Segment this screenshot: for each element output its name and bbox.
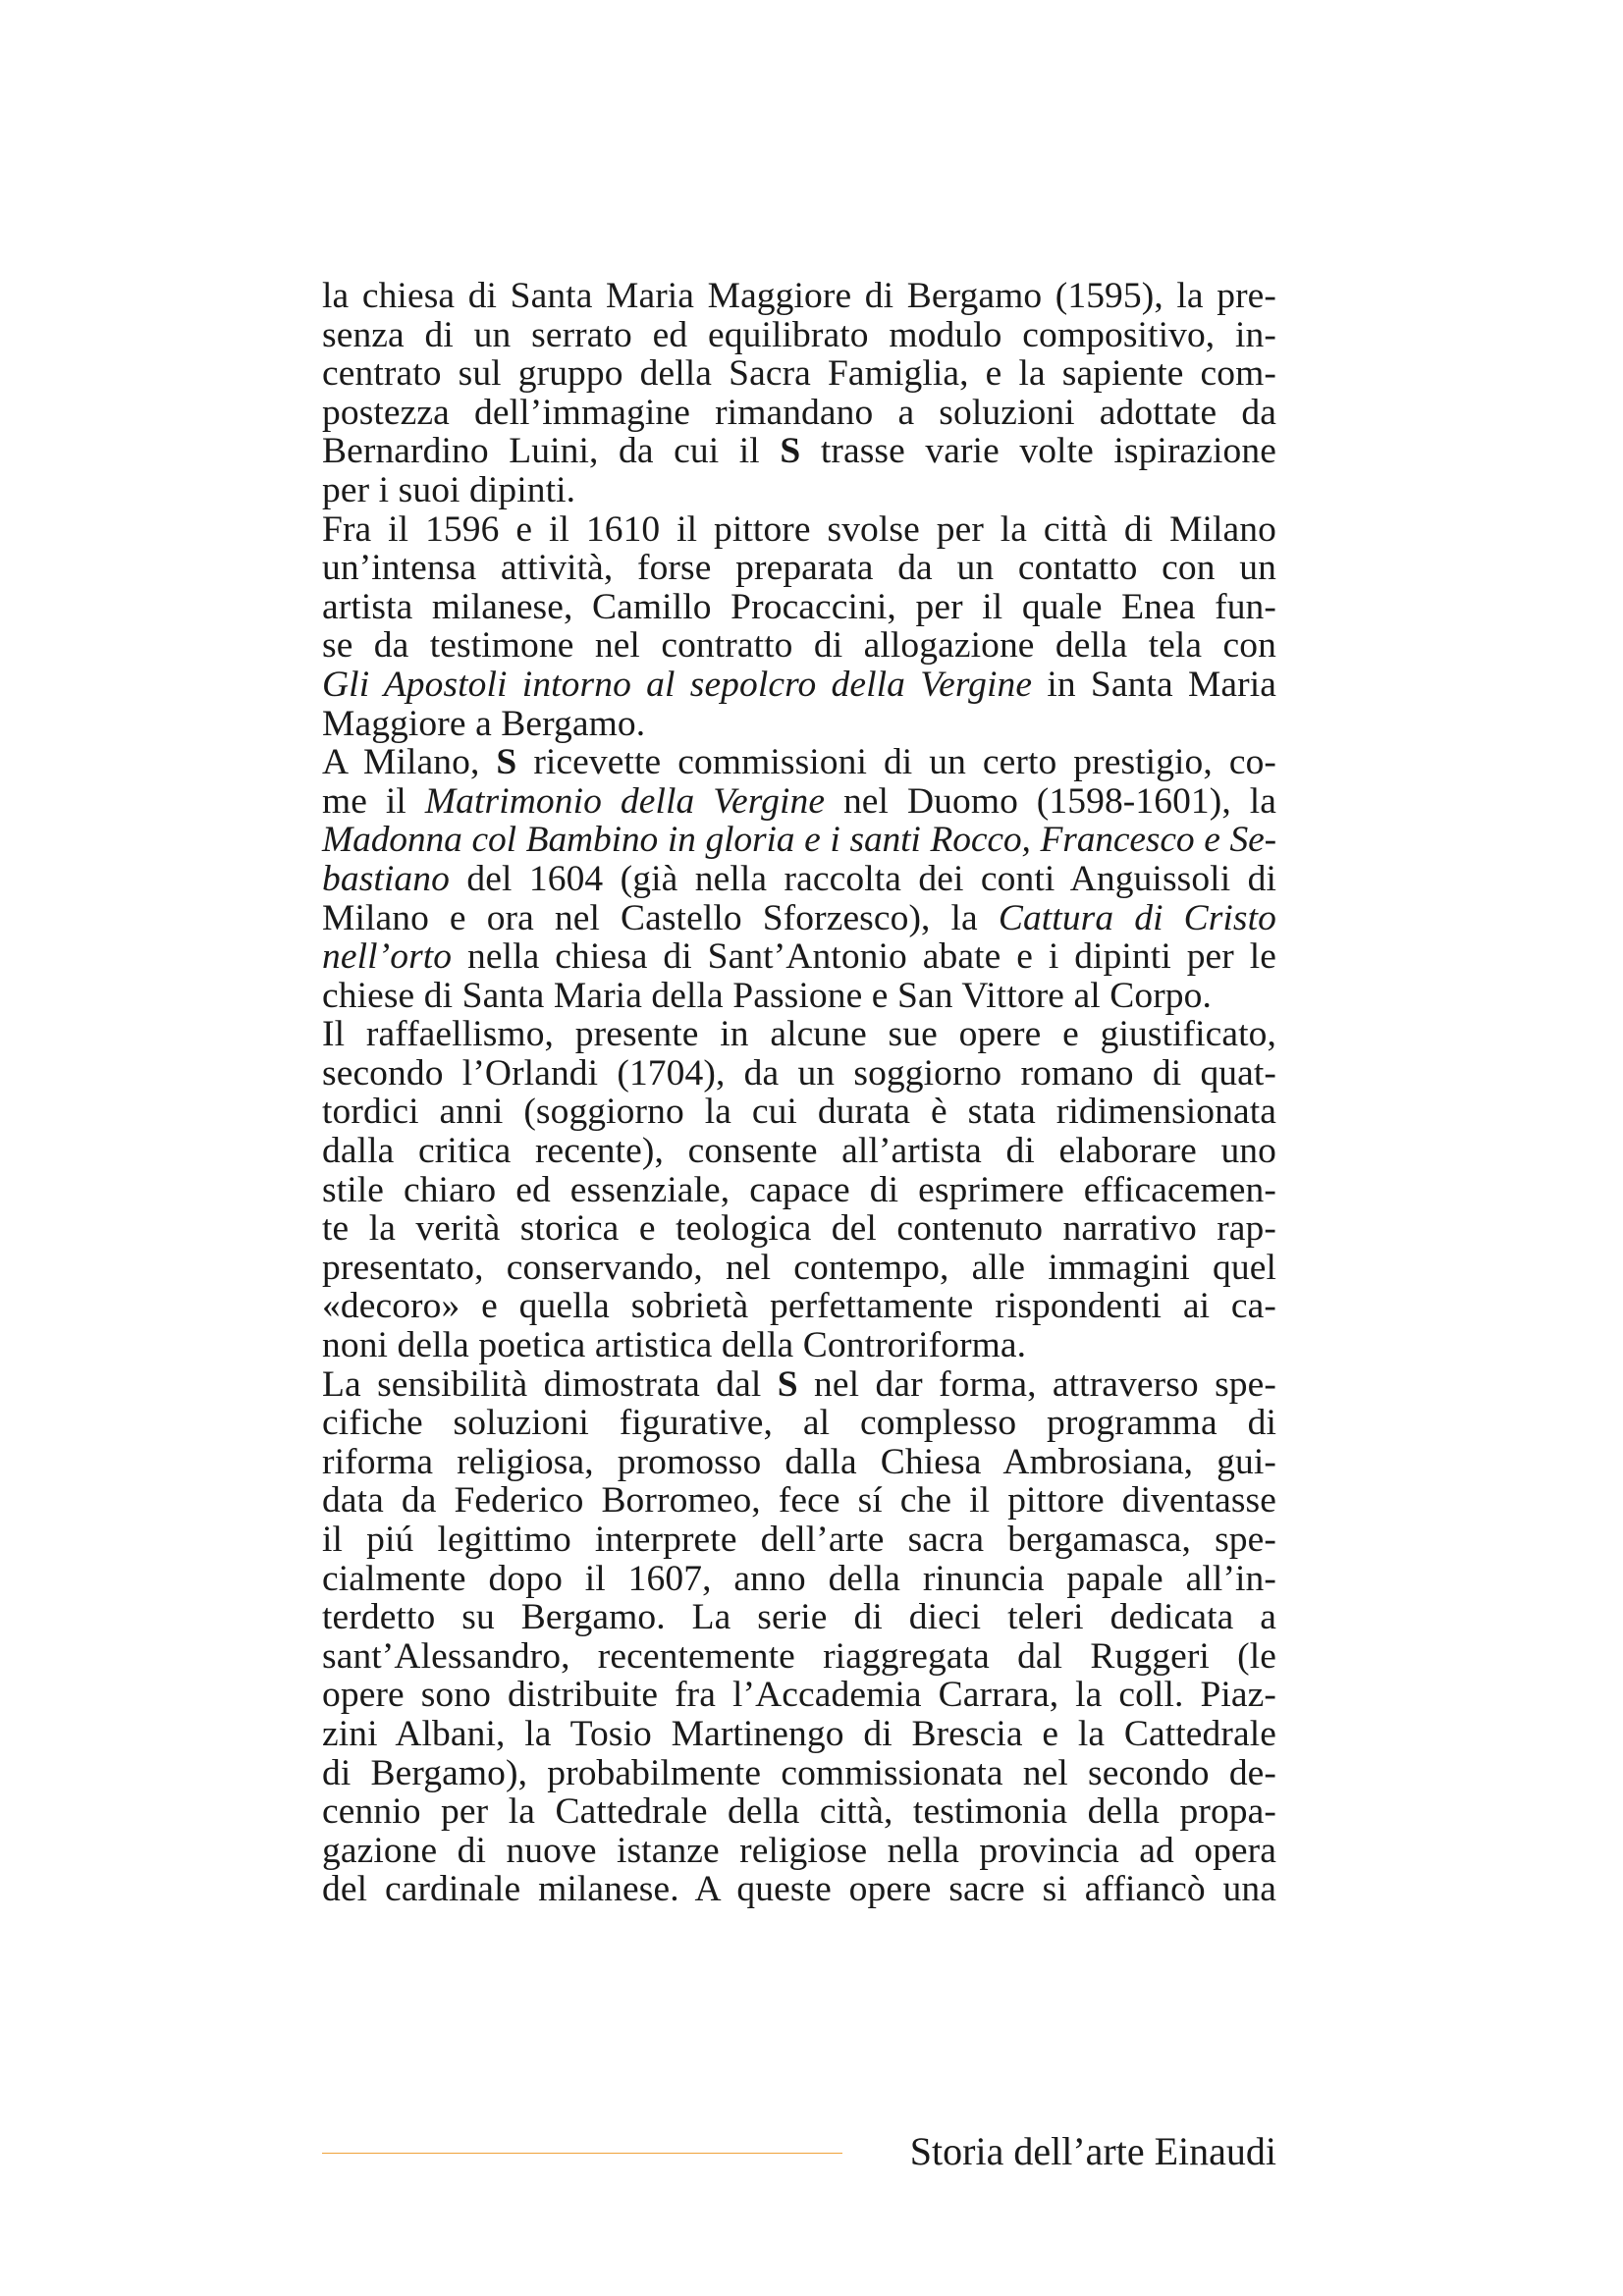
text-line	[322, 899, 1276, 938]
text-segment: cialmente dopo il 1607, anno della rinuncia papale all’in-	[322, 1558, 1276, 1599]
text-line	[322, 1715, 1276, 1754]
text-line	[322, 1560, 1276, 1599]
text-segment: del cardinale milanese. A queste opere sacre si affiancò una	[322, 1869, 1276, 1910]
text-line	[322, 1832, 1276, 1871]
text-line	[322, 471, 1276, 510]
text-line	[322, 937, 1276, 977]
text-segment: Fra il 1596 e il 1610 il pittore svolse per la città di Milano	[322, 508, 1276, 550]
text-line	[322, 316, 1276, 355]
text-line	[322, 1249, 1276, 1288]
text-line	[322, 626, 1276, 666]
text-line	[322, 1015, 1276, 1054]
text-segment: del 1604 (già nella raccolta dei conti Anguissoli di	[449, 858, 1276, 899]
text-line	[322, 1054, 1276, 1094]
italic-title: nell’orto	[322, 936, 453, 978]
text-line	[322, 354, 1276, 394]
text-line	[322, 1598, 1276, 1637]
italic-title: Cattura di Cristo	[998, 897, 1276, 938]
text-line	[322, 588, 1276, 627]
italic-title: Gli Apostoli intorno al sepolcro della Vergine	[322, 664, 1033, 705]
text-segment: riforma religiosa, promosso dalla Chiesa Ambrosiana, gui-	[322, 1441, 1276, 1482]
text-segment: il piú legittimo interprete dell’arte sacra bergamasca, spe-	[322, 1520, 1276, 1560]
text-line	[322, 1209, 1276, 1249]
text-segment: secondo l’Orlandi (1704), da un soggiorno romano di quat-	[322, 1052, 1276, 1094]
body-text	[322, 277, 1276, 1909]
text-line	[322, 1287, 1276, 1326]
text-segment: artista milanese, Camillo Procaccini, per il quale Enea fun-	[322, 586, 1276, 627]
text-line	[322, 705, 1276, 744]
text-segment: un’intensa attività, forse preparata da un contatto con un	[322, 548, 1276, 589]
text-line	[322, 782, 1276, 822]
footer-title: Storia dell’arte Einaudi	[909, 2129, 1276, 2173]
text-line	[322, 1676, 1276, 1715]
text-line	[322, 977, 1276, 1016]
text-line	[322, 549, 1276, 588]
text-segment: ricevette commissioni di un certo prestigio, co-	[516, 742, 1277, 783]
footer-rule	[322, 2153, 842, 2154]
text-line	[322, 1792, 1276, 1832]
text-line	[322, 394, 1276, 433]
author-initial: S	[777, 1363, 798, 1405]
text-line	[322, 860, 1276, 899]
text-segment: Maggiore a Bergamo.	[322, 703, 646, 744]
text-segment: me il	[322, 780, 425, 822]
text-segment: in Santa Maria	[1032, 664, 1276, 705]
text-segment: nel dar forma, attraverso spe-	[797, 1363, 1276, 1405]
text-segment: terdetto su Bergamo. La serie di dieci teleri dedicata a	[322, 1597, 1276, 1638]
text-segment: trasse varie volte ispirazione	[800, 431, 1276, 472]
text-line	[322, 1754, 1276, 1793]
text-segment: presentato, conservando, nel contempo, alle immagini quel	[322, 1247, 1276, 1288]
text-segment: chiese di Santa Maria della Passione e San Vittore al Corpo.	[322, 975, 1212, 1016]
text-line	[322, 1365, 1276, 1405]
text-segment: nella chiesa di Sant’Antonio abate e i dipinti per le	[452, 936, 1276, 978]
italic-title: Matrimonio della Vergine	[424, 780, 826, 822]
text-segment: «decoro» e quella sobrietà perfettamente rispondenti ai ca-	[322, 1286, 1276, 1327]
text-line	[322, 432, 1276, 471]
author-initial: S	[780, 431, 801, 472]
text-segment: dalla critica recente), consente all’artista di elaborare uno	[322, 1131, 1276, 1172]
text-line	[322, 1443, 1276, 1482]
text-segment: di Bergamo), probabilmente commissionata nel secondo de-	[322, 1752, 1276, 1793]
text-line	[322, 1404, 1276, 1443]
text-line	[322, 1870, 1276, 1909]
text-segment: Milano e ora nel Castello Sforzesco), la	[322, 897, 999, 938]
text-segment: La sensibilità dimostrata dal	[322, 1363, 778, 1405]
page-footer	[322, 2122, 1276, 2181]
text-segment: gazione di nuove istanze religiose nella provincia ad opera	[322, 1830, 1276, 1871]
text-segment: senza di un serrato ed equilibrato modulo compositivo, in-	[322, 314, 1276, 355]
text-line	[322, 743, 1276, 782]
author-initial: S	[496, 742, 517, 783]
text-line	[322, 666, 1276, 705]
text-segment: sant’Alessandro, recentemente riaggregata dal Ruggeri (le	[322, 1635, 1276, 1677]
text-segment: se da testimone nel contratto di allogazione della tela con	[322, 625, 1276, 667]
text-line	[322, 1132, 1276, 1171]
text-line	[322, 277, 1276, 316]
text-segment: nel Duomo (1598-1601), la	[825, 780, 1276, 822]
text-segment: te la verità storica e teologica del contenuto narrativo rap-	[322, 1208, 1276, 1250]
text-line	[322, 1481, 1276, 1521]
text-segment: centrato sul gruppo della Sacra Famiglia, e la sapiente com-	[322, 353, 1276, 395]
text-line	[322, 1093, 1276, 1132]
text-segment: cifiche soluzioni figurative, al complesso programma di	[322, 1403, 1276, 1444]
text-segment: postezza dell’immagine rimandano a soluzioni adottate da	[322, 392, 1276, 433]
text-line	[322, 1637, 1276, 1677]
text-segment: Bernardino Luini, da cui il	[322, 431, 781, 472]
italic-title: Madonna col Bambino in gloria e i santi Rocco, Francesco e Se-	[322, 820, 1276, 861]
text-line	[322, 1171, 1276, 1210]
text-segment: zini Albani, la Tosio Martinengo di Brescia e la Cattedrale	[322, 1713, 1276, 1754]
text-segment: Il raffaellismo, presente in alcune sue opere e giustificato,	[322, 1014, 1276, 1055]
text-line	[322, 821, 1276, 860]
text-segment: tordici anni (soggiorno la cui durata è stata ridimensionata	[322, 1092, 1276, 1133]
text-line	[322, 1521, 1276, 1560]
text-segment: A Milano,	[322, 742, 497, 783]
text-segment: cennio per la Cattedrale della città, testimonia della propa-	[322, 1791, 1276, 1833]
text-segment: data da Federico Borromeo, fece sí che il pittore diventasse	[322, 1480, 1276, 1522]
text-line	[322, 510, 1276, 550]
text-line	[322, 1326, 1276, 1365]
text-segment: la chiesa di Santa Maria Maggiore di Bergamo (1595), la pre-	[322, 276, 1276, 316]
text-segment: opere sono distribuite fra l’Accademia Carrara, la coll. Piaz-	[322, 1675, 1276, 1716]
italic-title: bastiano	[322, 858, 450, 899]
text-segment: noni della poetica artistica della Controriforma.	[322, 1325, 1027, 1366]
text-segment: per i suoi dipinti.	[322, 469, 576, 510]
text-segment: stile chiaro ed essenziale, capace di esprimere efficacemen-	[322, 1169, 1276, 1210]
